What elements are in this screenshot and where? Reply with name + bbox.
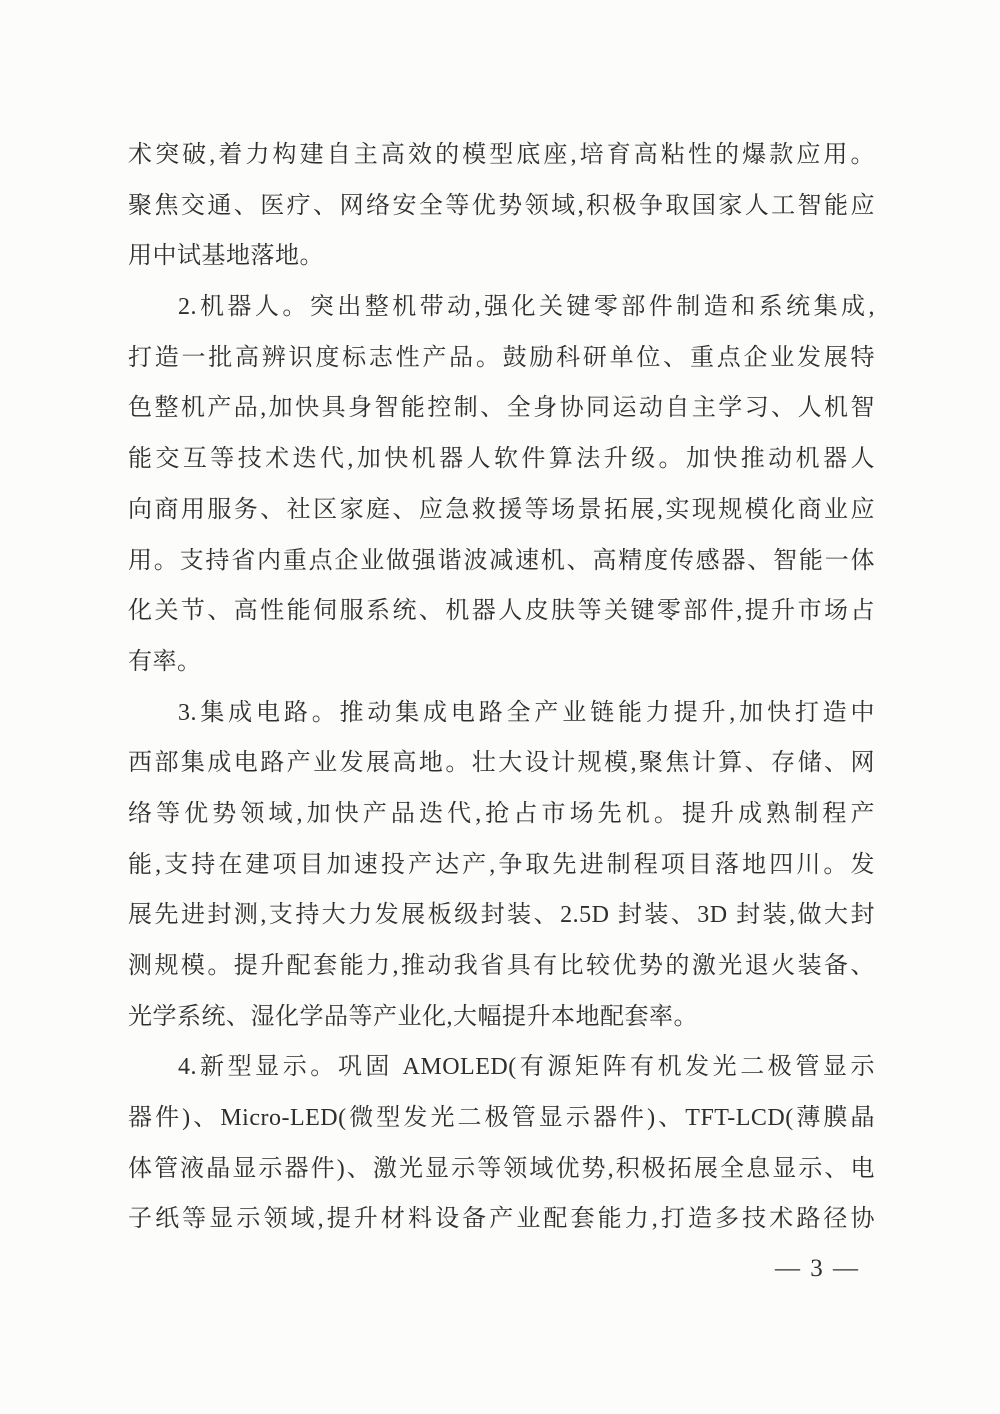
para-3-integrated-circuits: [128, 688, 875, 1043]
text-line: 展先进封测,支持大力发展板级封装、2.5D 封装、3D 封装,做大封: [128, 902, 875, 929]
document-body: [128, 130, 875, 1245]
text-line: 化关节、高性能伺服系统、机器人皮肤等关键零部件,提升市场占: [128, 598, 875, 625]
text-line: 西部集成电路产业发展高地。壮大设计规模,聚焦计算、存储、网: [128, 750, 875, 777]
page-number: — 3 —: [775, 1255, 860, 1282]
para-ai-continuation: [128, 130, 875, 282]
para-2-robots: [128, 282, 875, 688]
text-line: 子纸等显示领域,提升材料设备产业配套能力,打造多技术路径协: [128, 1206, 875, 1233]
text-line: 测规模。提升配套能力,推动我省具有比较优势的激光退火装备、: [128, 953, 875, 979]
text-line: 能交互等技术迭代,加快机器人软件算法升级。加快推动机器人: [128, 446, 875, 473]
text-line: 有率。: [128, 648, 202, 675]
text-line: 4.新型显示。巩固 AMOLED(有源矩阵有机发光二极管显示: [178, 1054, 875, 1081]
text-line: 聚焦交通、医疗、网络安全等优势领域,积极争取国家人工智能应: [128, 192, 875, 219]
text-line: 能,支持在建项目加速投产达产,争取先进制程项目落地四川。发: [128, 851, 875, 878]
text-line: 体管液晶显示器件)、激光显示等领域优势,积极拓展全息显示、电: [128, 1155, 875, 1182]
text-line: 向商用服务、社区家庭、应急救援等场景拓展,实现规模化商业应: [128, 496, 875, 523]
text-line: 3.集成电路。推动集成电路全产业链能力提升,加快打造中: [178, 699, 875, 726]
text-line: 色整机产品,加快具身智能控制、全身协同运动自主学习、人机智: [128, 395, 875, 422]
text-line: 用中试基地落地。: [128, 243, 324, 270]
text-line: 器件)、Micro-LED(微型发光二极管显示器件)、TFT-LCD(薄膜晶: [128, 1105, 875, 1132]
text-line: 2.机器人。突出整机带动,强化关键零部件制造和系统集成,: [178, 294, 875, 321]
para-4-new-displays: [128, 1042, 875, 1245]
text-line: 术突破,着力构建自主高效的模型底座,培育高粘性的爆款应用。: [128, 142, 875, 168]
text-line: 打造一批高辨识度标志性产品。鼓励科研单位、重点企业发展特: [128, 344, 875, 371]
text-line: 络等优势领域,加快产品迭代,抢占市场先机。提升成熟制程产: [128, 800, 875, 827]
text-line: 用。支持省内重点企业做强谐波减速机、高精度传感器、智能一体: [128, 547, 875, 574]
text-line: 光学系统、湿化学品等产业化,大幅提升本地配套率。: [128, 1003, 698, 1030]
